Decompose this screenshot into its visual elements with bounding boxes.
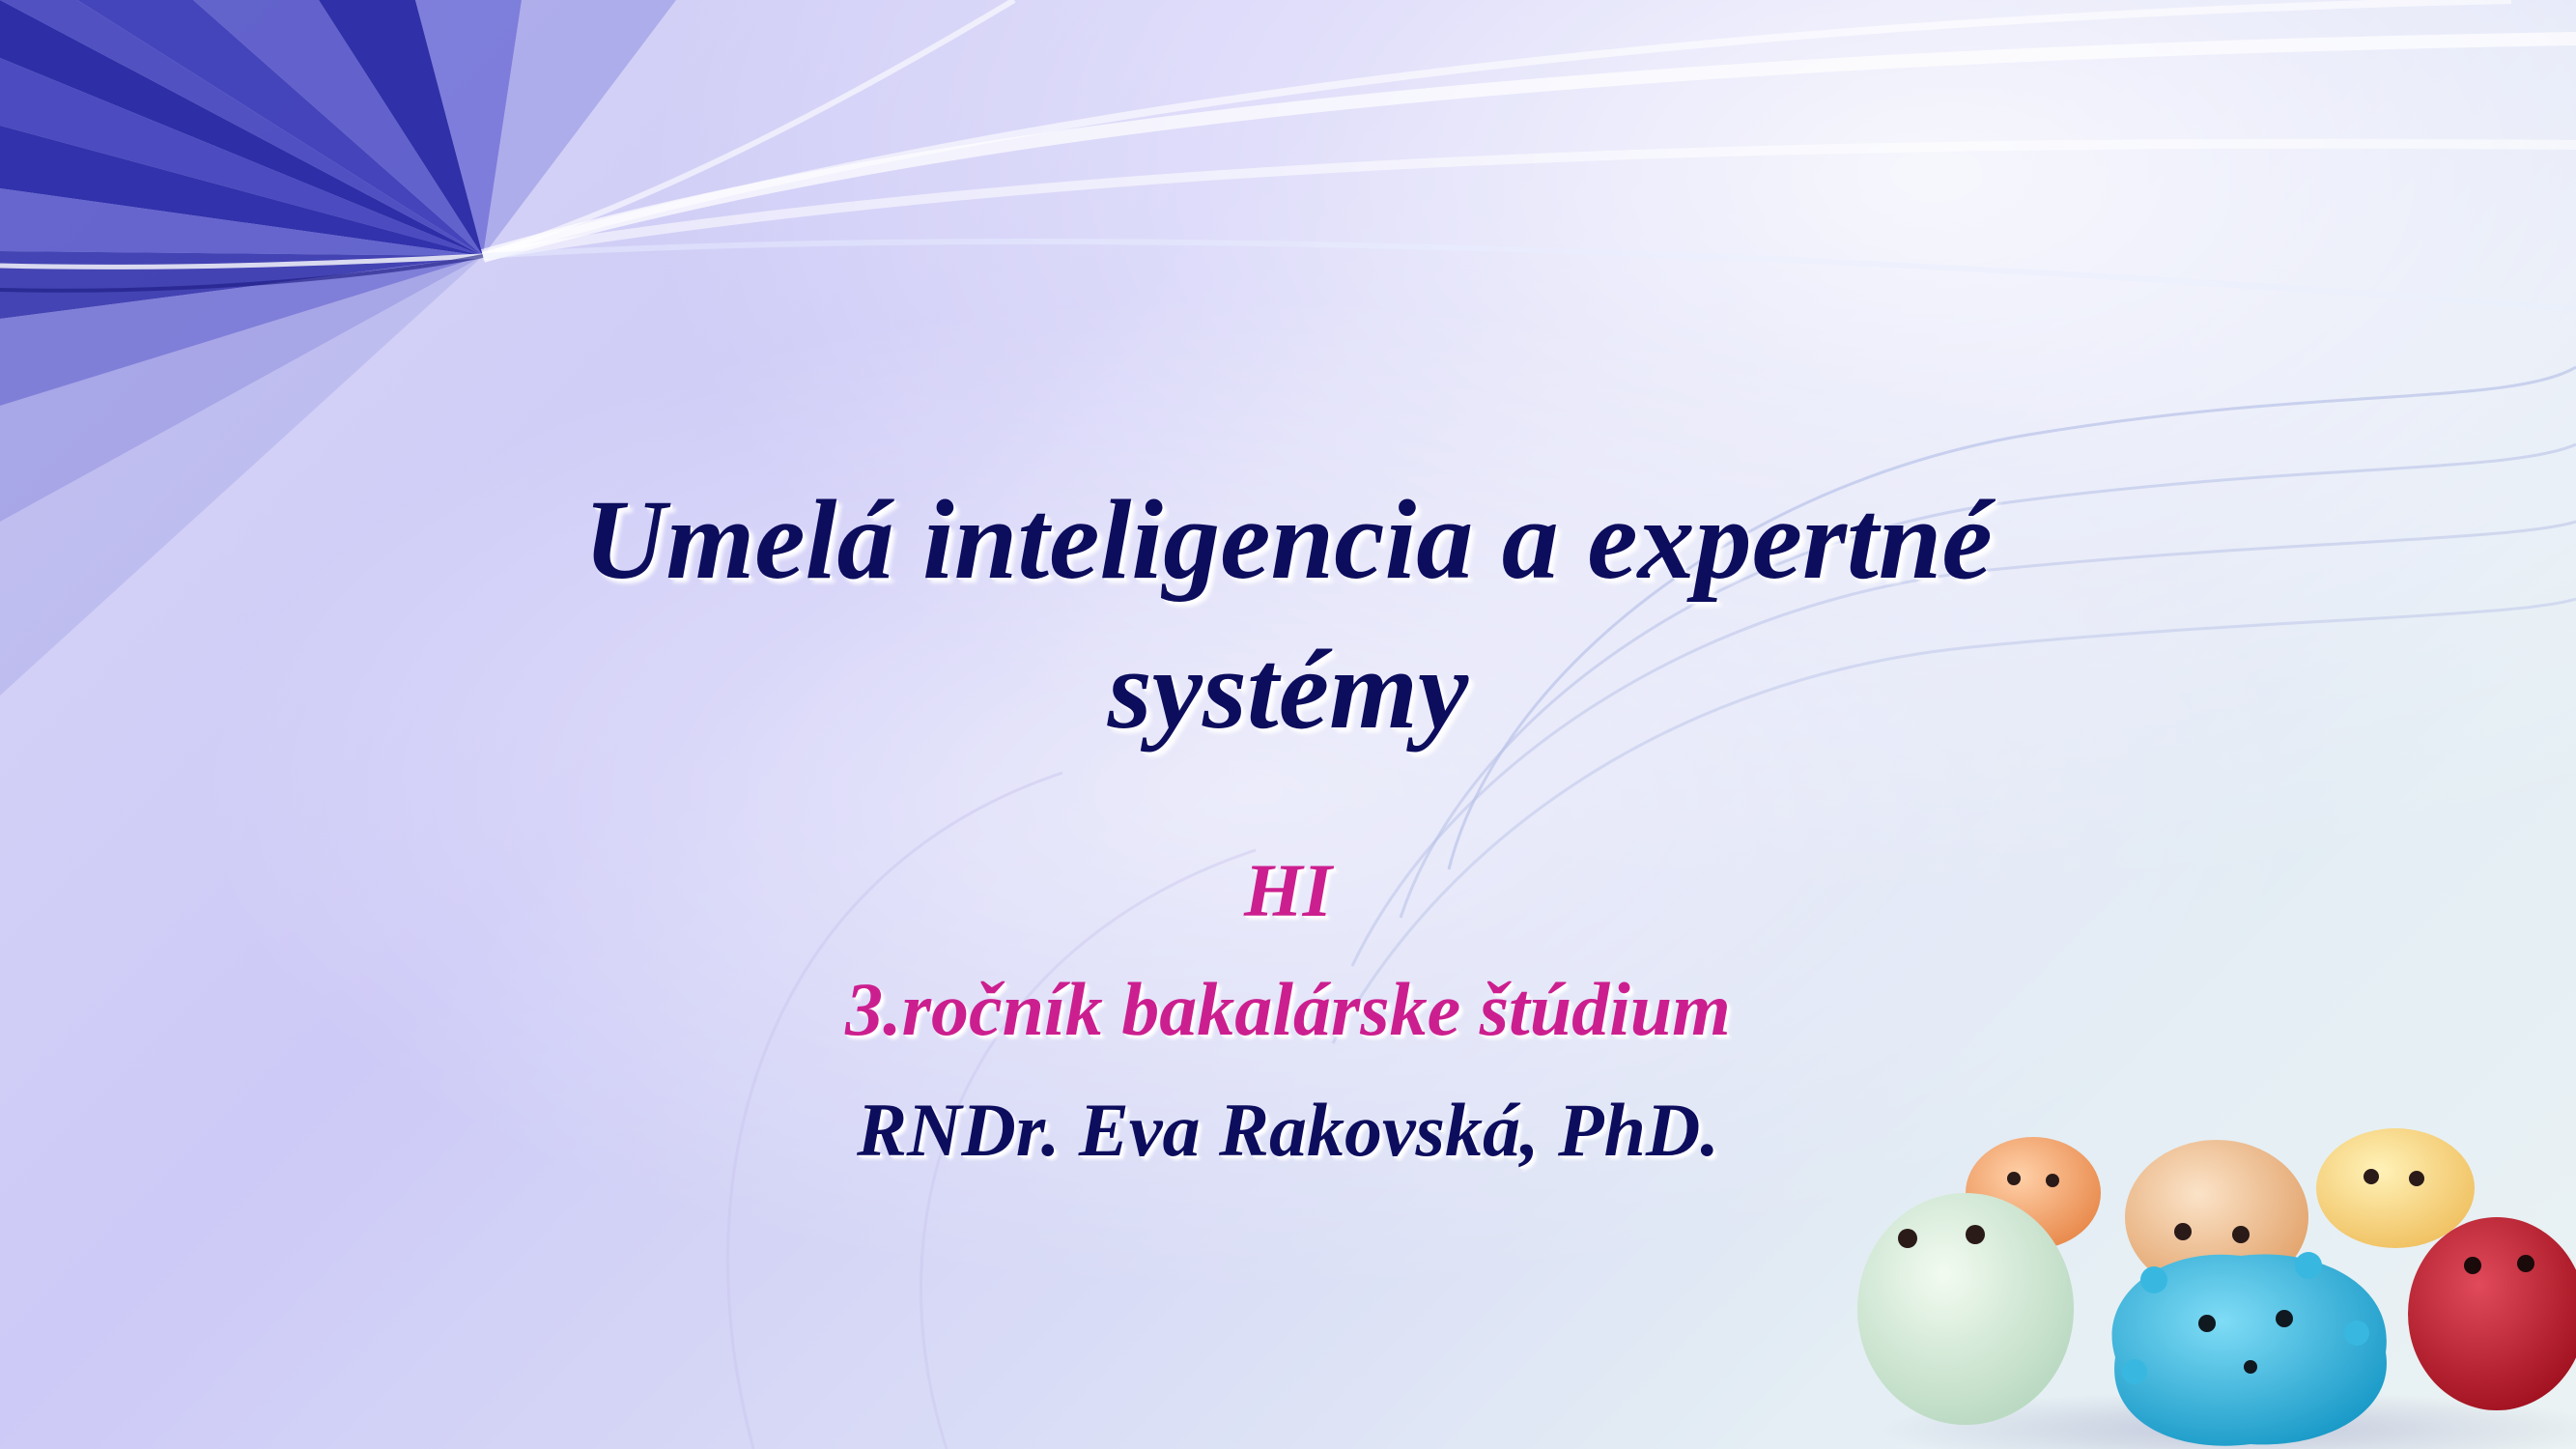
title-line-2: systémy xyxy=(1107,626,1469,753)
microbe-yellow xyxy=(2316,1128,2475,1248)
microbe-red xyxy=(2408,1217,2576,1410)
microbe-blue xyxy=(2112,1252,2387,1446)
author-name: RNDr. Eva Rakovská, PhD. xyxy=(857,1088,1719,1172)
subtitle-hi: HI xyxy=(1243,848,1333,932)
microbe-mint xyxy=(1857,1193,2074,1425)
subtitle-year: 3.ročník bakalárske štúdium xyxy=(845,967,1731,1051)
plush-microbes-image xyxy=(1854,1121,2576,1449)
title-line-1: Umelá inteligencia a expertné xyxy=(583,476,1993,603)
